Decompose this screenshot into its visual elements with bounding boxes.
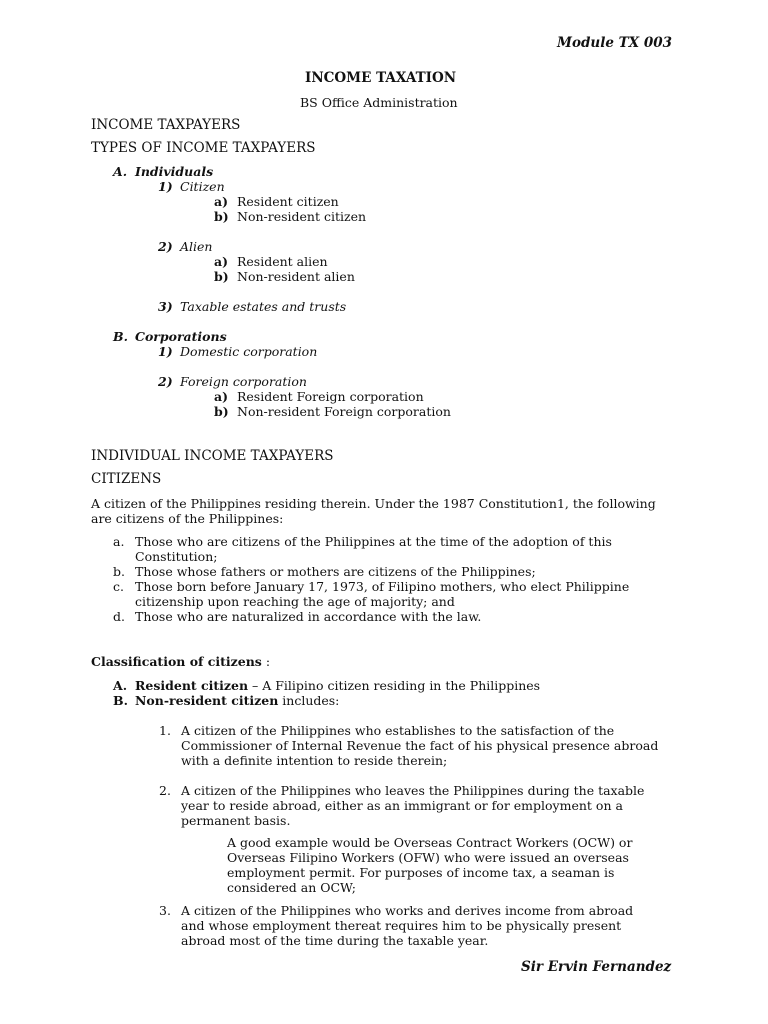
list-item-d-label: d.	[113, 609, 125, 624]
citizens-intro-line-2: are citizens of the Philippines:	[91, 511, 284, 526]
heading-classification-of-citizens	[91, 654, 270, 669]
nonresident-item-1-line-3: with a definite intention to reside therein;	[181, 753, 448, 768]
example-line-1: A good example would be Overseas Contract Workers (OCW) or	[227, 835, 633, 850]
nonresident-item-1-line-2: Commissioner of Internal Revenue the fact of his physical presence abroad	[181, 738, 659, 753]
nonresident-item-2-line-3: permanent basis.	[181, 813, 291, 828]
list-item-c-line-1: Those born before January 17, 1973, of Filipino mothers, who elect Philippine	[135, 579, 630, 594]
outline-a2b-label: b)	[214, 269, 229, 284]
outline-a2a-label: a)	[214, 254, 229, 269]
outline-a2a-text: Resident alien	[237, 254, 328, 269]
outline-b2b-label: b)	[214, 404, 229, 419]
outline-b1-text: Domestic corporation	[180, 344, 318, 359]
document-title: INCOME TAXATION	[305, 70, 457, 86]
class-b-label: B.	[113, 693, 128, 708]
class-a-label: A.	[113, 678, 128, 693]
outline-b-title: Corporations	[135, 329, 227, 344]
class-b-definition: includes:	[278, 693, 340, 708]
heading-citizens: CITIZENS	[91, 471, 162, 487]
classification-heading-colon: :	[265, 654, 271, 669]
outline-a2-text: Alien	[180, 239, 213, 254]
outline-a-title: Individuals	[135, 164, 214, 179]
citizens-intro-line-1: A citizen of the Philippines residing therein. Under the 1987 Constitution1, the following	[91, 496, 656, 511]
nonresident-item-2-line-2: year to reside abroad, either as an immigrant or for employment on a	[181, 798, 623, 813]
classification-heading-text: Classification of citizens	[91, 654, 262, 669]
nonresident-item-2-line-1: A citizen of the Philippines who leaves the Philippines during the taxable	[181, 783, 645, 798]
nonresident-item-1-line-1: A citizen of the Philippines who establishes to the satisfaction of the	[181, 723, 615, 738]
outline-b2a-text: Resident Foreign corporation	[237, 389, 424, 404]
outline-a3-text: Taxable estates and trusts	[180, 299, 347, 314]
nonresident-item-3-line-2: and whose employment thereat requires him to be physically present	[181, 918, 622, 933]
outline-b2b-text: Non-resident Foreign corporation	[237, 404, 451, 419]
list-item-b-line-1: Those whose fathers or mothers are citizens of the Philippines;	[135, 564, 536, 579]
list-item-c-line-2: citizenship upon reaching the age of majority; and	[135, 594, 455, 609]
document-subtitle: BS Office Administration	[300, 95, 458, 110]
nonresident-item-3-line-3: abroad most of the time during the taxable year.	[181, 933, 489, 948]
nonresident-item-1-label: 1.	[159, 723, 171, 738]
class-b-term: Non-resident citizen	[135, 693, 279, 708]
footer-author: Sir Ervin Fernandez	[521, 959, 672, 975]
list-item-c-label: c.	[113, 579, 124, 594]
nonresident-item-3-label: 3.	[159, 903, 171, 918]
outline-a1-label: 1)	[158, 179, 173, 194]
class-a-definition: – A Filipino citizen residing in the Philippines	[248, 678, 541, 693]
outline-b2a-label: a)	[214, 389, 229, 404]
outline-a2b-text: Non-resident alien	[237, 269, 355, 284]
outline-a1a-text: Resident citizen	[237, 194, 339, 209]
outline-a1b-label: b)	[214, 209, 229, 224]
class-a-line	[135, 678, 540, 693]
outline-b2-label: 2)	[158, 374, 173, 389]
outline-a1b-text: Non-resident citizen	[237, 209, 367, 224]
class-b-line	[135, 693, 339, 708]
list-item-b-label: b.	[113, 564, 125, 579]
heading-individual-income-taxpayers: INDIVIDUAL INCOME TAXPAYERS	[91, 448, 334, 464]
example-line-3: employment permit. For purposes of income tax, a seaman is	[227, 865, 615, 880]
outline-b-label: B.	[113, 329, 128, 344]
outline-a-label: A.	[113, 164, 128, 179]
class-a-term: Resident citizen	[135, 678, 249, 693]
outline-a3-label: 3)	[158, 299, 173, 314]
outline-a1-text: Citizen	[180, 179, 225, 194]
list-item-a-line-1: Those who are citizens of the Philippines at the time of the adoption of this	[135, 534, 612, 549]
heading-types-of-income-taxpayers: TYPES OF INCOME TAXPAYERS	[91, 140, 316, 156]
outline-a1a-label: a)	[214, 194, 229, 209]
module-code: Module TX 003	[557, 35, 673, 51]
nonresident-item-2-label: 2.	[159, 783, 171, 798]
outline-a2-label: 2)	[158, 239, 173, 254]
example-line-2: Overseas Filipino Workers (OFW) who were issued an overseas	[227, 850, 629, 865]
list-item-a-line-2: Constitution;	[135, 549, 218, 564]
nonresident-item-3-line-1: A citizen of the Philippines who works and derives income from abroad	[181, 903, 634, 918]
example-line-4: considered an OCW;	[227, 880, 356, 895]
list-item-d-line-1: Those who are naturalized in accordance with the law.	[135, 609, 482, 624]
list-item-a-label: a.	[113, 534, 125, 549]
heading-income-taxpayers: INCOME TAXPAYERS	[91, 117, 241, 133]
outline-b2-text: Foreign corporation	[180, 374, 307, 389]
outline-b1-label: 1)	[158, 344, 173, 359]
